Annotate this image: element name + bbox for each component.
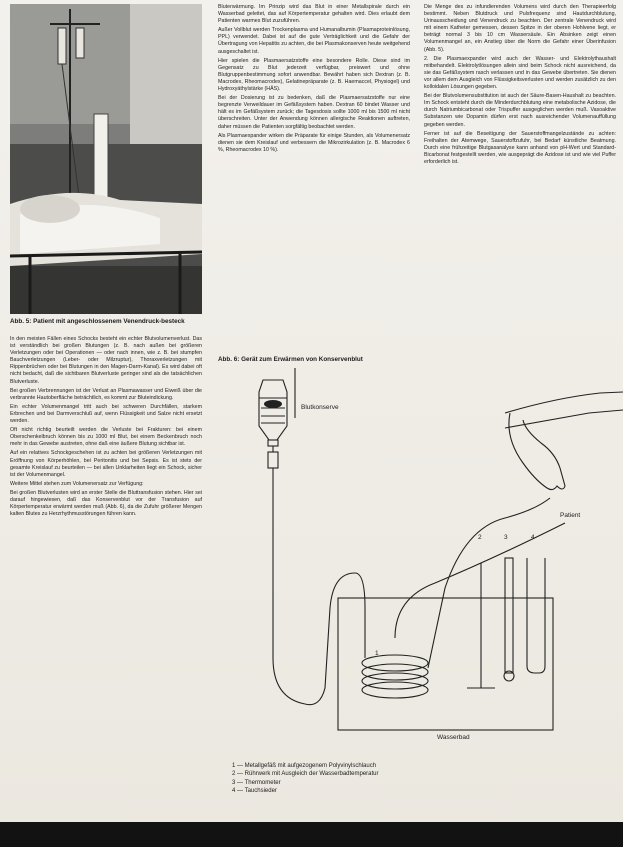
callout-2: 2 [478,534,482,541]
legend-item: 4 — Tauchsieder [232,788,277,795]
label-water-bath: Wasserbad [437,734,470,741]
blood-bottle [259,380,287,440]
paragraph: Als Plasmaexpander wirken die Präparate für einige Stunden, als Volumenersatz dienen sie dem Kreislauf und verbessern die Mikrozirkulation (z. B. Macrodex 6 %, Rheomacrodex 10 %). [218,132,410,153]
paragraph: Oft nicht richtig beurteilt werden die Verluste bei Frakturen: bei einem Oberschenkelbruch können bis zu 1000 ml Blut, bei einem Beckenbruch noch mehr in das Gewebe austreten, ohne daß eine äußere Blutung sichtbar ist. [10,427,202,448]
legend-item: 1 — Metallgefäß mit aufgezogenem Polyvinylschlauch [232,763,377,769]
text-column-2 [218,4,410,344]
label-blood-reservoir: Blutkonserve [301,404,339,411]
water-bath [338,598,553,730]
dark-scan-edge [0,822,623,847]
callout-3: 3 [504,534,508,541]
diagram-caption: Abb. 6: Gerät zum Erwärmen von Konservenblut [218,356,363,363]
paragraph: Hier spielen die Plasmaersatzstoffe eine besondere Rolle. Diese sind im Gegensatz zu Blut jederzeit verfügbar, preiswert und ohne Blutgruppenbestimmung sofort anwendbar. Bewährt haben sich Dextran (z. B. Macrodex, Rheomacrodex), Gelatinepräparate (z. B. Haemaccel, Physiogel) und Hydroxyäthylstärke (HÄS). [218,57,410,93]
paragraph: Ferner ist auf die Beseitigung der Sauerstoffmangelzustände zu achten: Freihalten der Atemwege, Sauerstoffzufuhr, bei Bedarf künstliche Beatmung. Durch eine frühzeitige Blutgasanalyse kann anhand von pH-Wert und Standard-Bicarbonat festgestellt werden, wie ausgeprägt die Azidose ist und wie viel Puffer erforderlich ist. [424,130,616,165]
diagram-legend [232,762,412,796]
blood-warmer-drawing [205,368,623,758]
callout-1: 1 [375,650,379,657]
paragraph: Außer Vollblut werden Trockenplasma und Humanalbumin (Plasmaproteinlösung, PPL) verwendet. Dabei ist auf die gute Verträglichkeit und die Gefahr der Übertragung von Hepatitis zu achten, die bei Plasmakonserven heute weitgehend ausgeschaltet ist. [218,27,410,55]
paragraph: Die Menge des zu infundierenden Volumens wird durch den Therapieerfolg bestimmt. Neben Blutdruck und Pulsfrequenz sind Hautdurchblutung, Urinausscheidung und Venendruck zu beachten. Der zentrale Venendruck wird mit einem Katheter gemessen, dessen Spitze in der oberen Hohlvene liegt, er beträgt normal 3 bis 10 cm Wassersäule. Ein Absinken zeigt einen Volumenmangel an, ein Anstieg über die Norm die Gefahr einer Überinfusion (Abb. 5). [424,4,616,53]
text-column-1 [10,336,202,820]
patient-photo [10,4,202,314]
patient-photo-image [10,4,202,314]
paragraph: In den meisten Fällen eines Schocks besteht ein echter Blutvolumenverlust. Das ist verständlich bei großen Blutungen (z. B. nach außen bei größeren Verletzungen oder bei Operationen — oder nach innen, wie z. B. bei stumpfen Bauchverletzungen (Leber- oder Milzruptur), Thoraxverletzungen mit Rippenbrüchen oder bei Blutungen in den Magen-Darm-Kanal). Es wird dabei oft nicht bedacht, daß die sichtbaren Blutverluste geringer sind als die tatsächlichen Blutverluste. [10,336,202,385]
paragraph: Bei großen Verbrennungen ist der Verlust an Plasmawasser und Eiweiß über die verbrannte Hautoberfläche beträchtlich, es kommt zur Bluteindickung. [10,387,202,401]
paragraph: Auf ein relatives Schockgeschehen ist zu achten bei größeren Verletzungen mit Eröffnung von Körperhöhlen, bei Peritonitis und bei Sepsis. Es ist stets der gesamte Kreislauf zu beurteilen — bei allen Unklarheiten liegt ein Schock, sicher ist der Volumenmangel. [10,450,202,478]
legend-item: 2 — Rührwerk mit Ausgleich der Wasserbadtemperatur [232,771,379,778]
callout-4: 4 [531,534,535,541]
label-patient: Patient [560,512,581,519]
photo-caption: Abb. 5: Patient mit angeschlossenem Venendruck-besteck [10,318,185,325]
legend-item: 3 — Thermometer [232,779,281,786]
paragraph: 2. Die Plasmaexpander wird auch der Wasser- und Elektrolythaushalt mitbehandelt. Elektrolytlösungen allein sind beim Schock nicht ausreichend, da sie das Gefäßsystem rasch verlassen und in das Gewebe übertreten. Sie dienen vor allem dem Ausgleich von Flüssigkeitsverlusten und werden zusätzlich zu den kolloidalen Lösungen gegeben. [424,55,616,91]
paragraph: Bei der Blutvolumensubstitution ist auch der Säure-Basen-Haushalt zu beachten. Im Schock entsteht durch die Minderdurchblutung eine metabolische Azidose, die durch Natriumbicarbonat oder Trispuffer ausgeglichen werden muß. Vasoaktive Substanzen wie Dopamin dürfen erst nach ausreichender Volumenauffüllung gegeben werden. [424,93,616,128]
blood-warmer-diagram [205,368,623,758]
paragraph: Bluterwärmung. Im Prinzip wird das Blut in einer Metallspirale durch ein Wasserbad geleitet, das auf Körpertemperatur gehalten wird. Dies erlaubt dem Patienten warmes Blut zuzuführen. [218,4,410,25]
infusion-tube [273,468,305,704]
paragraph: Weitere Mittel stehen zum Volumenersatz zur Verfügung: [10,480,144,487]
paragraph: Bei großen Blutverlusten wird an erster Stelle die Bluttransfusion stehen. Hier sei darauf hingewiesen, daß das Konservenblut vor der Transfusion auf Körpertemperatur erwärmt werden muß (Abb. 6), da die Zufuhr größerer Mengen kalten Blutes zu Herzrhythmusstörungen führen kann. [10,489,202,518]
paragraph: Ein echter Volumenmangel tritt auch bei schweren Durchfällen, starkem Erbrechen und bei Darmverschluß auf, wenn Flüssigkeit und Salze nicht ersetzt werden. [10,403,202,425]
paragraph: Bei der Dosierung ist zu bedenken, daß die Plasmaersatzstoffe nur eine begrenzte Verweildauer im Gefäßsystem haben. Dextran 60 bindet Wasser und hält es im Gefäßsystem zurück; die Tagesdosis sollte 1000 ml bis 1500 ml nicht überschreiten. Unter der Anwendung können allergische Reaktionen auftreten, daher müssen die Patienten sorgfältig beobachtet werden. [218,95,410,130]
text-column-3 [424,4,616,344]
